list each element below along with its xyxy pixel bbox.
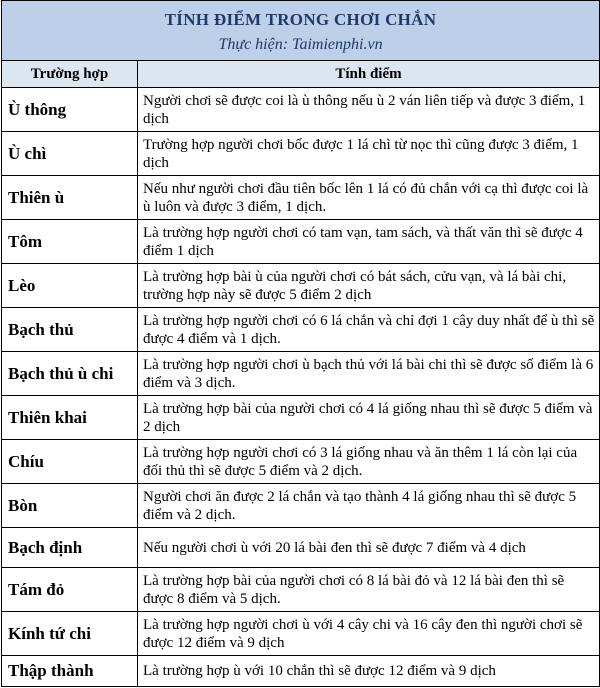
case-name: Bạch thủ ù chi (2, 352, 138, 396)
table-row (2, 612, 600, 656)
table-subtitle: Thực hiện: Taimienphi.vn (218, 36, 383, 53)
case-description: Là trường hợp bài của người chơi có 4 lá giống nhau thì sẽ được 5 điểm và 2 dịch (138, 396, 600, 440)
case-description: Là trường hợp người chơi có 6 lá chắn và chỉ đợi 1 cây duy nhất để ù thì sẽ được 4 điểm và 1 dịch. (138, 308, 600, 352)
case-description: Người chơi ăn được 2 lá chắn và tạo thành 4 lá giống nhau thì sẽ được 5 điểm và 2 dịch. (138, 484, 600, 528)
case-name: Lèo (2, 264, 138, 308)
case-description: Là trường hợp bài của người chơi có 8 lá bài đỏ và 12 lá bài đen thì sẽ được 8 điểm và 5 dịch. (138, 568, 600, 612)
scoring-table (1, 0, 600, 687)
table-title: TÍNH ĐIỂM TRONG CHƠI CHẮN (164, 10, 437, 29)
column-header-row (2, 61, 600, 88)
case-name: Tôm (2, 220, 138, 264)
table-row (2, 264, 600, 308)
table-row (2, 484, 600, 528)
table-row (2, 132, 600, 176)
case-description: Là trường hợp ù với 10 chắn thì sẽ được 12 điểm và 9 dịch (138, 656, 600, 687)
table-row (2, 88, 600, 132)
column-header-case: Trường hợp (2, 61, 138, 88)
case-name: Chíu (2, 440, 138, 484)
table-row (2, 568, 600, 612)
case-name: Ù thông (2, 88, 138, 132)
case-name: Thiên khai (2, 396, 138, 440)
table-row (2, 308, 600, 352)
case-description: Nếu như người chơi đầu tiên bốc lên 1 lá có đủ chắn với cạ thì được coi là ù luôn và được 3 điểm, 1 dịch. (138, 176, 600, 220)
case-description: Là trường hợp người chơi ù với 4 cây chi và 16 cây đen thì người chơi sẽ được 12 điểm và 9 dịch (138, 612, 600, 656)
table-row (2, 440, 600, 484)
case-description: Là trường hợp người chơi có 3 lá giống nhau và ăn thêm 1 lá còn lại của đối thủ thì sẽ được 5 điểm và 2 dịch. (138, 440, 600, 484)
case-name: Bạch định (2, 528, 138, 568)
case-description: Nếu người chơi ù với 20 lá bài đen thì sẽ được 7 điểm và 4 dịch (138, 528, 600, 568)
table-row (2, 528, 600, 568)
table-row (2, 220, 600, 264)
title-row (2, 1, 600, 61)
title-cell (2, 1, 600, 61)
table-row (2, 176, 600, 220)
case-name: Bạch thủ (2, 308, 138, 352)
case-description: Là trường hợp bài ù của người chơi có bát sách, cửu vạn, và lá bài chi, trường hợp này sẽ được 5 điểm 2 dịch (138, 264, 600, 308)
scoring-table-container (1, 0, 599, 687)
table-row (2, 656, 600, 687)
case-name: Ù chì (2, 132, 138, 176)
column-header-score: Tính điểm (138, 61, 600, 88)
case-description: Trường hợp người chơi bốc được 1 lá chì từ nọc thì cũng được 3 điểm, 1 dịch (138, 132, 600, 176)
case-name: Thiên ù (2, 176, 138, 220)
case-description: Là trường hợp người chơi có tam vạn, tam sách, và thất văn thì sẽ được 4 điểm 1 dịch (138, 220, 600, 264)
case-name: Bòn (2, 484, 138, 528)
case-name: Tám đỏ (2, 568, 138, 612)
table-row (2, 352, 600, 396)
case-name: Kính tứ chi (2, 612, 138, 656)
case-description: Là trường hợp người chơi ù bạch thủ với lá bài chi thì sẽ được số điểm là 6 điểm và 3 dịch. (138, 352, 600, 396)
case-name: Thập thành (2, 656, 138, 687)
case-description: Người chơi sẽ được coi là ù thông nếu ù 2 ván liên tiếp và được 3 điểm, 1 dịch (138, 88, 600, 132)
table-row (2, 396, 600, 440)
